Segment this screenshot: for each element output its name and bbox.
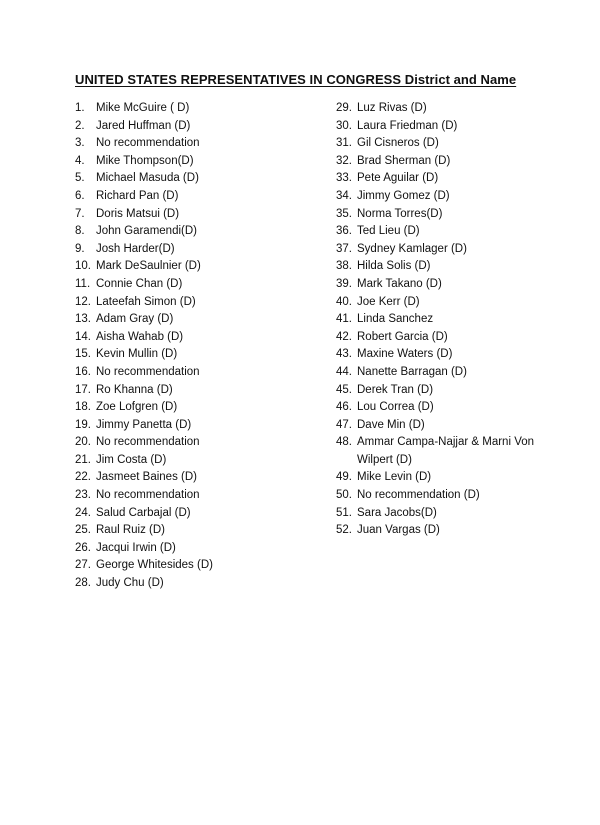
district-number: 31. bbox=[336, 137, 352, 150]
list-item bbox=[75, 118, 330, 136]
representative-name: Michael Masuda (D) bbox=[96, 172, 199, 185]
representative-name: Richard Pan (D) bbox=[96, 189, 179, 202]
representative-name: Ted Lieu (D) bbox=[357, 225, 420, 238]
list-item bbox=[336, 346, 551, 364]
district-number: 16. bbox=[75, 365, 91, 378]
representative-name: Aisha Wahab (D) bbox=[96, 330, 184, 343]
list-item bbox=[75, 294, 330, 312]
representative-name: No recommendation (D) bbox=[357, 489, 480, 502]
representative-name: Salud Carbajal (D) bbox=[96, 506, 191, 519]
district-number: 39. bbox=[336, 277, 352, 290]
list-item bbox=[75, 540, 330, 558]
representative-name: Norma Torres(D) bbox=[357, 207, 443, 220]
representative-name: No recommendation bbox=[96, 436, 200, 449]
list-item bbox=[336, 294, 551, 312]
representative-name: Pete Aguilar (D) bbox=[357, 172, 439, 185]
district-number: 9. bbox=[75, 242, 85, 255]
list-item bbox=[75, 346, 330, 364]
district-number: 11. bbox=[75, 277, 91, 290]
representative-name: Brad Sherman (D) bbox=[357, 154, 451, 167]
list-item bbox=[336, 258, 551, 276]
representative-name: Jared Huffman (D) bbox=[96, 119, 191, 132]
left-district-list bbox=[75, 100, 330, 593]
list-item bbox=[75, 329, 330, 347]
representative-name: Raul Ruiz (D) bbox=[96, 524, 166, 537]
representative-name: Lou Correa (D) bbox=[357, 401, 434, 414]
list-item bbox=[75, 188, 330, 206]
representative-name: Connie Chan (D) bbox=[96, 277, 183, 290]
district-number: 26. bbox=[75, 541, 91, 554]
list-item bbox=[75, 276, 330, 294]
representative-name: Laura Friedman (D) bbox=[357, 119, 458, 132]
list-item bbox=[336, 329, 551, 347]
district-number: 21. bbox=[75, 453, 91, 466]
representative-name: No recommendation bbox=[96, 489, 200, 502]
district-number: 22. bbox=[75, 471, 91, 484]
representative-name: John Garamendi(D) bbox=[96, 225, 197, 238]
district-number: 24. bbox=[75, 506, 91, 519]
right-district-list bbox=[336, 100, 551, 540]
representative-name: Juan Vargas (D) bbox=[357, 524, 440, 537]
district-number: 18. bbox=[75, 401, 91, 414]
list-item bbox=[336, 434, 551, 469]
list-item bbox=[75, 399, 330, 417]
list-item bbox=[336, 241, 551, 259]
list-item bbox=[75, 557, 330, 575]
district-number: 25. bbox=[75, 524, 91, 537]
representative-name: Ro Khanna (D) bbox=[96, 383, 173, 396]
list-item bbox=[75, 170, 330, 188]
list-item bbox=[75, 487, 330, 505]
representative-name: Dave Min (D) bbox=[357, 418, 425, 431]
district-number: 12. bbox=[75, 295, 91, 308]
representative-name: Adam Gray (D) bbox=[96, 313, 174, 326]
representative-name: Judy Chu (D) bbox=[96, 577, 164, 590]
representative-name: Josh Harder(D) bbox=[96, 242, 175, 255]
representative-name: Jacqui Irwin (D) bbox=[96, 541, 176, 554]
representative-name: Nanette Barragan (D) bbox=[357, 365, 467, 378]
list-item bbox=[75, 522, 330, 540]
district-number: 37. bbox=[336, 242, 352, 255]
list-item bbox=[75, 505, 330, 523]
district-number: 5. bbox=[75, 172, 85, 185]
list-item bbox=[75, 206, 330, 224]
list-item bbox=[336, 223, 551, 241]
list-item bbox=[336, 170, 551, 188]
district-number: 19. bbox=[75, 418, 91, 431]
district-number: 47. bbox=[336, 418, 352, 431]
district-number: 20. bbox=[75, 436, 91, 449]
list-item bbox=[336, 100, 551, 118]
representative-name: Linda Sanchez bbox=[357, 313, 434, 326]
list-item bbox=[336, 276, 551, 294]
list-item bbox=[336, 188, 551, 206]
district-number: 10. bbox=[75, 260, 91, 273]
district-number: 34. bbox=[336, 189, 352, 202]
list-item bbox=[75, 311, 330, 329]
district-number: 33. bbox=[336, 172, 352, 185]
representative-name: Maxine Waters (D) bbox=[357, 348, 453, 361]
representative-name: Jimmy Gomez (D) bbox=[357, 189, 450, 202]
representative-name: George Whitesides (D) bbox=[96, 559, 213, 572]
district-number: 43. bbox=[336, 348, 352, 361]
list-item bbox=[75, 241, 330, 259]
representative-name: Hilda Solis (D) bbox=[357, 260, 431, 273]
representative-name: Mike Levin (D) bbox=[357, 471, 432, 484]
document-title: UNITED STATES REPRESENTATIVES IN CONGRESS District and Name bbox=[75, 72, 517, 87]
list-item bbox=[336, 118, 551, 136]
list-item bbox=[75, 417, 330, 435]
district-number: 15. bbox=[75, 348, 91, 361]
representative-name: Mike McGuire ( D) bbox=[96, 102, 190, 114]
district-number: 30. bbox=[336, 119, 352, 132]
list-item bbox=[75, 469, 330, 487]
list-item bbox=[336, 206, 551, 224]
list-item bbox=[75, 452, 330, 470]
list-item bbox=[336, 522, 551, 540]
district-number: 17. bbox=[75, 383, 91, 396]
representative-name: Mark Takano (D) bbox=[357, 277, 442, 290]
list-item bbox=[336, 417, 551, 435]
district-number: 6. bbox=[75, 189, 85, 202]
district-number: 23. bbox=[75, 489, 91, 502]
list-item bbox=[336, 487, 551, 505]
list-item bbox=[336, 469, 551, 487]
representative-name: Doris Matsui (D) bbox=[96, 207, 180, 220]
district-number: 3. bbox=[75, 137, 85, 150]
list-item bbox=[75, 153, 330, 171]
list-item bbox=[336, 505, 551, 523]
list-item bbox=[336, 382, 551, 400]
list-item bbox=[75, 382, 330, 400]
district-number: 45. bbox=[336, 383, 352, 396]
district-number: 52. bbox=[336, 524, 352, 537]
list-item bbox=[75, 434, 330, 452]
representative-name: Jasmeet Baines (D) bbox=[96, 471, 197, 484]
district-number: 38. bbox=[336, 260, 352, 273]
district-number: 50. bbox=[336, 489, 352, 502]
representative-name: Sydney Kamlager (D) bbox=[357, 242, 467, 255]
representative-name: Ammar Campa-Najjar & Marni Von Wilpert (D) bbox=[357, 436, 535, 466]
list-item bbox=[75, 364, 330, 382]
district-number: 44. bbox=[336, 365, 352, 378]
district-number: 29. bbox=[336, 102, 352, 114]
list-item bbox=[336, 135, 551, 153]
list-item bbox=[336, 153, 551, 171]
representative-name: Kevin Mullin (D) bbox=[96, 348, 178, 361]
list-item bbox=[75, 223, 330, 241]
district-number: 42. bbox=[336, 330, 352, 343]
district-number: 36. bbox=[336, 225, 352, 238]
representative-name: Zoe Lofgren (D) bbox=[96, 401, 178, 414]
representative-name: Mark DeSaulnier (D) bbox=[96, 260, 201, 273]
district-number: 4. bbox=[75, 154, 85, 167]
representative-name: Lateefah Simon (D) bbox=[96, 295, 196, 308]
representative-name: Jim Costa (D) bbox=[96, 453, 167, 466]
district-number: 1. bbox=[75, 102, 85, 114]
representative-name: Luz Rivas (D) bbox=[357, 102, 427, 114]
representative-name: Robert Garcia (D) bbox=[357, 330, 448, 343]
representative-name: No recommendation bbox=[96, 137, 200, 150]
list-item bbox=[75, 100, 330, 118]
district-number: 35. bbox=[336, 207, 352, 220]
representative-name: Mike Thompson(D) bbox=[96, 154, 194, 167]
list-item bbox=[336, 364, 551, 382]
district-number: 41. bbox=[336, 313, 352, 326]
list-item bbox=[336, 311, 551, 329]
district-number: 14. bbox=[75, 330, 91, 343]
district-number: 40. bbox=[336, 295, 352, 308]
list-item bbox=[75, 135, 330, 153]
district-number: 7. bbox=[75, 207, 85, 220]
representative-name: Joe Kerr (D) bbox=[357, 295, 420, 308]
district-number: 27. bbox=[75, 559, 91, 572]
list-item bbox=[336, 399, 551, 417]
district-number: 51. bbox=[336, 506, 352, 519]
district-number: 48. bbox=[336, 436, 352, 449]
district-number: 32. bbox=[336, 154, 352, 167]
representative-name: Sara Jacobs(D) bbox=[357, 506, 437, 519]
district-number: 2. bbox=[75, 119, 85, 132]
list-item bbox=[75, 575, 330, 593]
district-number: 49. bbox=[336, 471, 352, 484]
district-number: 46. bbox=[336, 401, 352, 414]
district-number: 13. bbox=[75, 313, 91, 326]
representative-name: No recommendation bbox=[96, 365, 200, 378]
representative-name: Derek Tran (D) bbox=[357, 383, 434, 396]
representative-name: Gil Cisneros (D) bbox=[357, 137, 439, 150]
district-number: 8. bbox=[75, 225, 85, 238]
list-item bbox=[75, 258, 330, 276]
district-number: 28. bbox=[75, 577, 91, 590]
representative-name: Jimmy Panetta (D) bbox=[96, 418, 192, 431]
